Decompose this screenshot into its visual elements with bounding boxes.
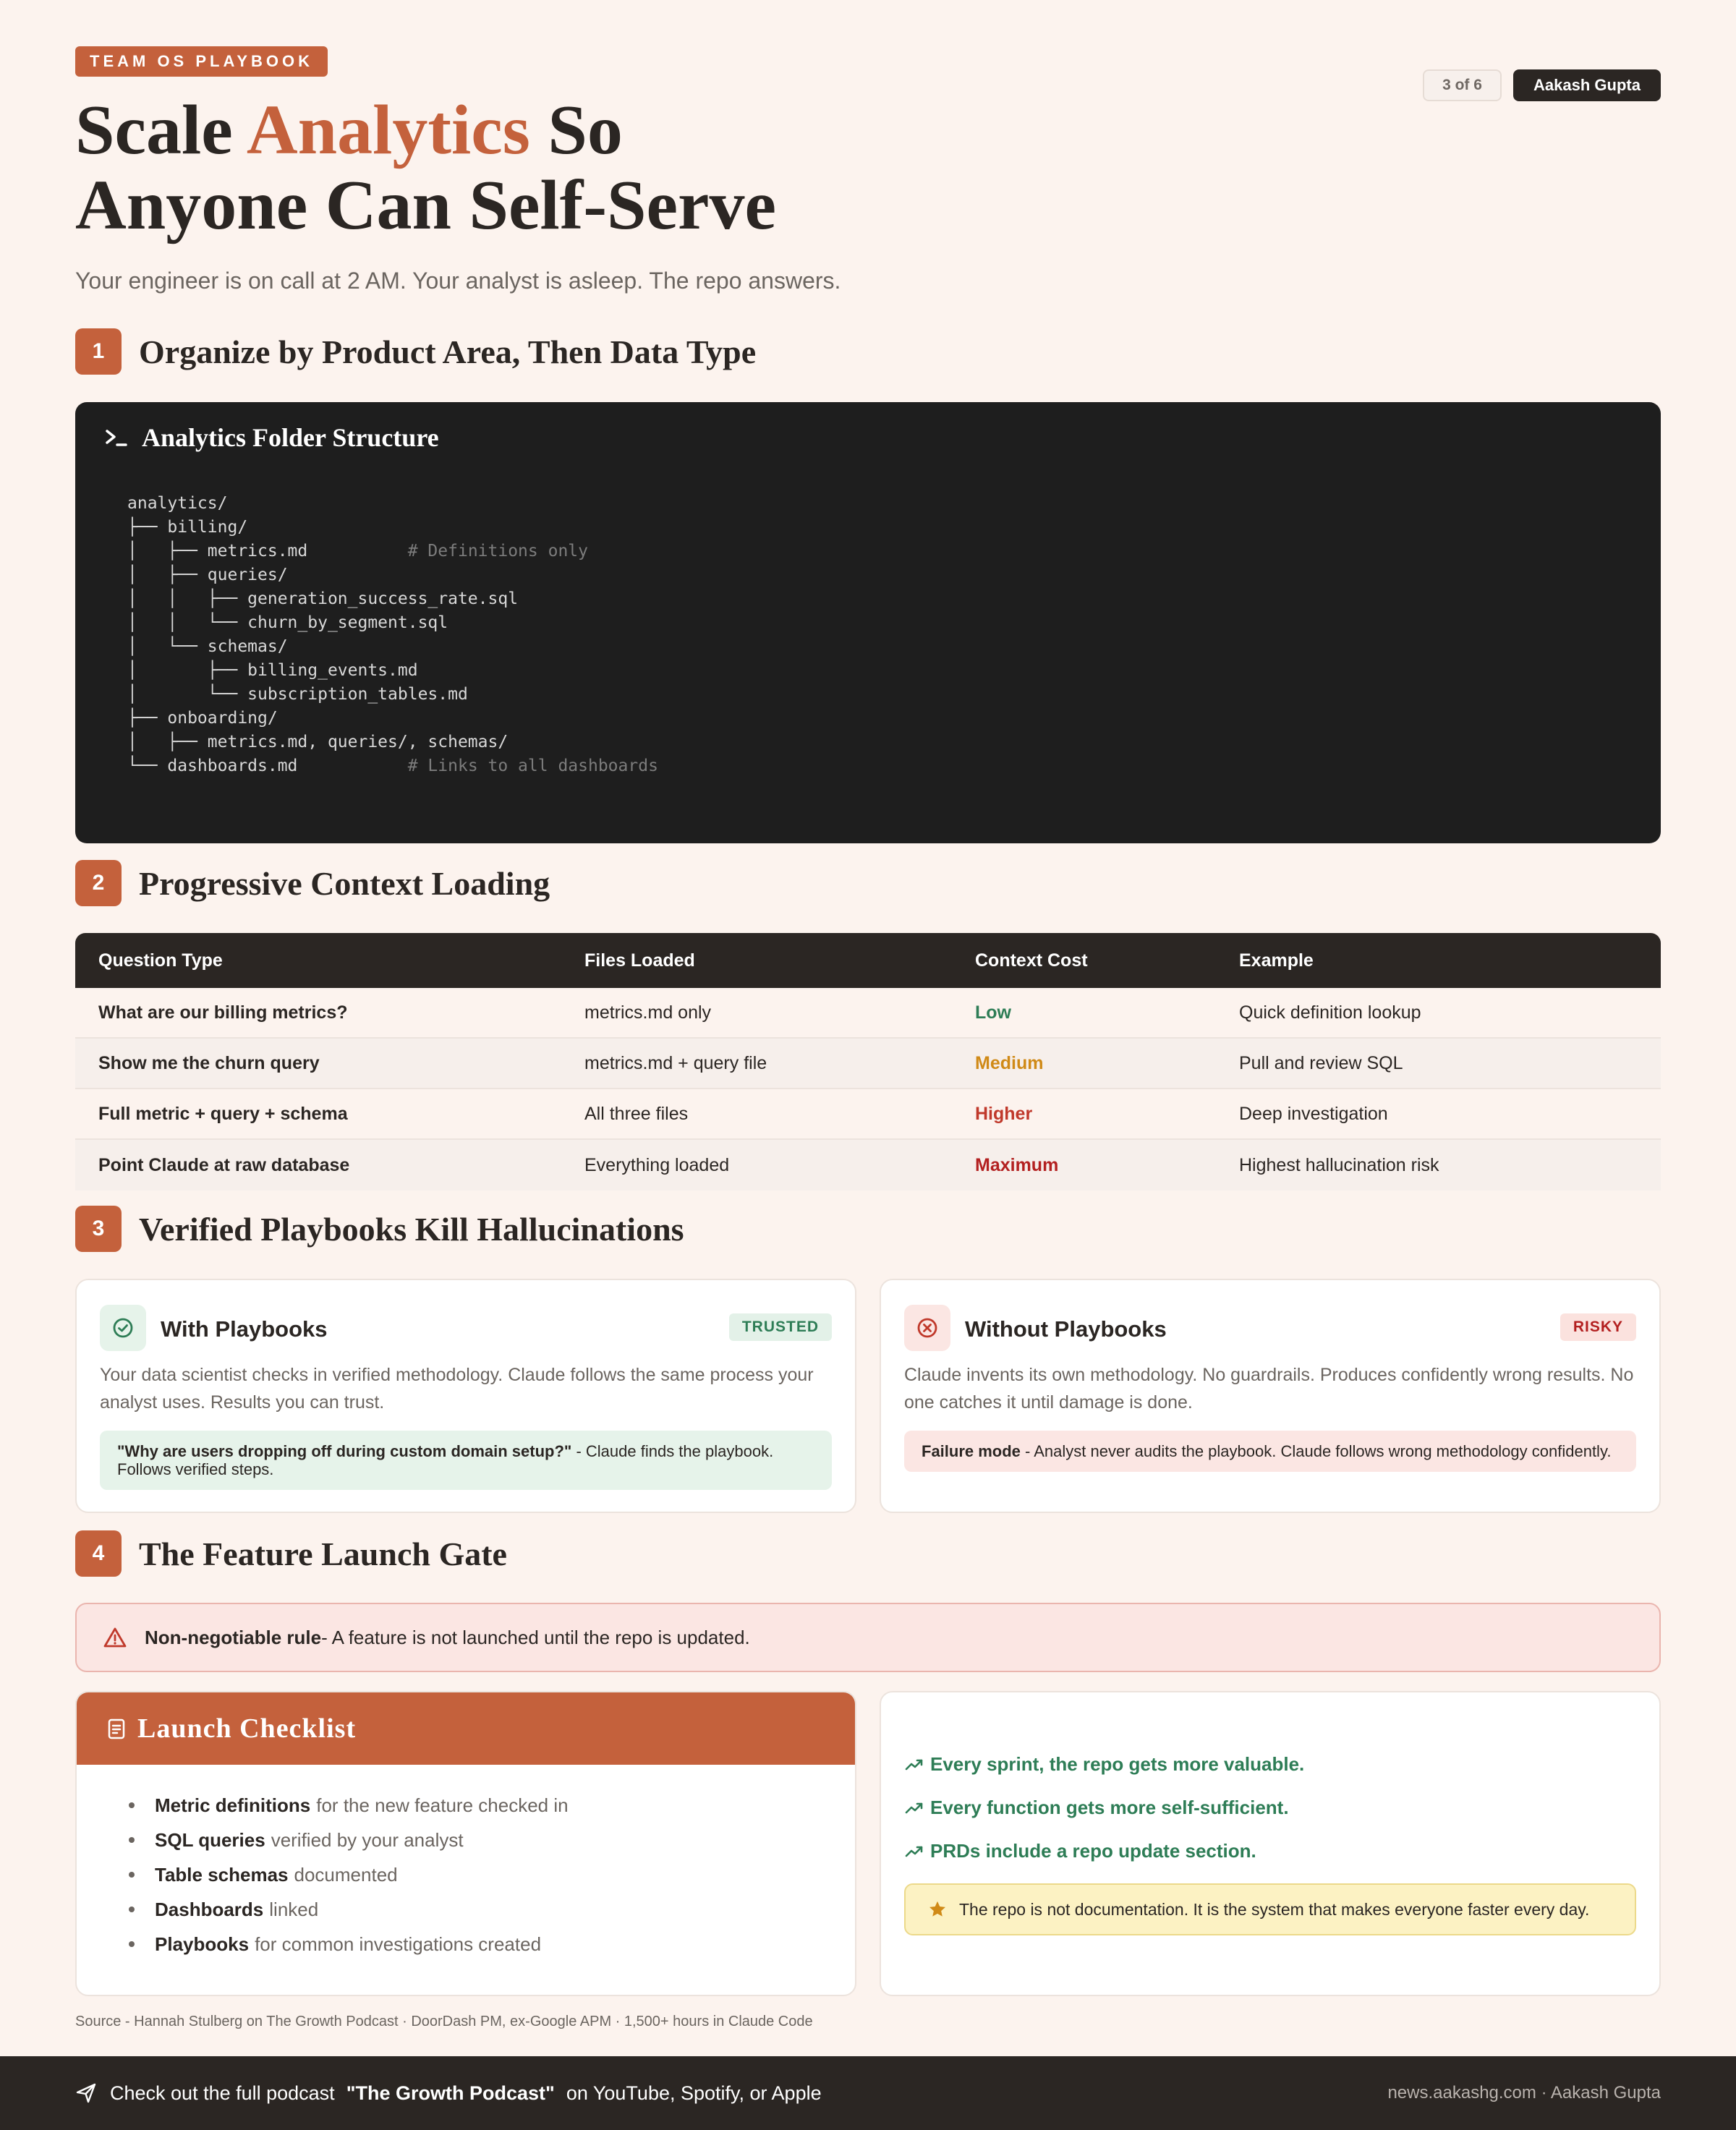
rule-bold: Non-negotiable rule: [145, 1626, 322, 1648]
code-text: ├── onboarding/: [127, 709, 278, 728]
section-number: 1: [75, 328, 122, 375]
checklist-item: [129, 1788, 569, 1823]
section-4-header: [75, 1530, 507, 1577]
table-row: [75, 1089, 1661, 1140]
checklist-item-rest: verified by your analyst: [271, 1828, 464, 1851]
x-circle-icon: [904, 1305, 950, 1351]
code-text: │ │ └── churn_by_segment.sql: [127, 613, 448, 632]
code-text: │ ├── metrics.md, queries/, schemas/: [127, 733, 509, 751]
clipboard-icon: [106, 1717, 127, 1740]
code-text: ├── billing/: [127, 518, 248, 537]
star-icon: [927, 1899, 948, 1920]
context-loading-table: [75, 933, 1661, 1190]
benefit-text: PRDs include a repo update section.: [930, 1840, 1256, 1862]
checklist-item-rest: linked: [269, 1898, 319, 1920]
question-type-cell: Show me the churn query: [98, 1052, 320, 1073]
checklist-item-bold: Dashboards: [155, 1898, 264, 1920]
code-text: │ └── schemas/: [127, 637, 288, 656]
checklist-item-rest: for common investigations created: [255, 1933, 542, 1955]
table-header-row: [75, 933, 1661, 988]
footer-bar: [0, 2056, 1736, 2130]
title-part1: Scale: [75, 91, 247, 169]
section-2-header: [75, 860, 550, 906]
section-number: 2: [75, 860, 122, 906]
checklist-header: [77, 1692, 855, 1765]
code-line: [127, 611, 658, 635]
bullet-icon: [129, 1802, 135, 1808]
section-number: 4: [75, 1530, 122, 1577]
quote-bold: Failure mode: [922, 1442, 1021, 1460]
checklist-item-bold: SQL queries: [155, 1828, 265, 1851]
code-comment: # Links to all dashboards: [407, 757, 658, 775]
code-text: │ ├── queries/: [127, 566, 288, 584]
section-3-header: [75, 1206, 684, 1252]
benefit-line: [904, 1753, 1304, 1776]
playbook-tag: TEAM OS PLAYBOOK: [75, 46, 328, 77]
checklist-title: Launch Checklist: [137, 1713, 357, 1744]
checklist-item-bold: Metric definitions: [155, 1794, 311, 1816]
page-title: [75, 93, 776, 243]
section-title: Verified Playbooks Kill Hallucinations: [139, 1210, 684, 1248]
launch-checklist-card: [75, 1691, 856, 1996]
benefit-text: Every function gets more self-sufficient.: [930, 1797, 1289, 1818]
code-line: [127, 659, 658, 683]
column-header: Question Type: [98, 950, 223, 971]
terminal-icon: [104, 427, 129, 448]
code-text: │ │ ├── generation_success_rate.sql: [127, 589, 519, 608]
code-text: │ ├── metrics.md: [127, 542, 408, 561]
page-subtitle: Your engineer is on call at 2 AM. Your analyst is asleep. The repo answers.: [75, 268, 841, 294]
column-header: Context Cost: [975, 950, 1088, 971]
note-text: The repo is not documentation. It is the system that makes everyone faster every day.: [959, 1899, 1590, 1919]
without-playbooks-card: [880, 1279, 1661, 1513]
code-line: [127, 492, 658, 516]
trending-up-icon: [904, 1755, 924, 1775]
files-loaded-cell: Everything loaded: [584, 1154, 730, 1175]
code-block-title: Analytics Folder Structure: [142, 423, 439, 452]
code-line: [127, 683, 658, 707]
code-line: [127, 587, 658, 611]
section-title: Organize by Product Area, Then Data Type: [139, 333, 757, 370]
example-quote: [100, 1431, 832, 1490]
quote-rest: - Analyst never audits the playbook. Claude follows wrong methodology confidently.: [1020, 1442, 1612, 1460]
context-cost-cell: Medium: [975, 1052, 1044, 1073]
code-line: [127, 635, 658, 659]
quote-rest: - Claude finds the playbook. Follows verified steps.: [117, 1442, 774, 1478]
code-block-header: [104, 422, 439, 453]
table-row: [75, 1140, 1661, 1190]
code-lines: [127, 492, 658, 778]
title-part2: So: [529, 91, 623, 169]
code-text: │ └── subscription_tables.md: [127, 685, 468, 704]
example-cell: Deep investigation: [1239, 1103, 1388, 1124]
title-line2: Anyone Can Self-Serve: [75, 166, 777, 244]
with-playbooks-card: [75, 1279, 856, 1513]
checklist-item: [129, 1857, 569, 1892]
question-type-cell: Point Claude at raw database: [98, 1154, 350, 1175]
card-title: With Playbooks: [161, 1316, 328, 1342]
files-loaded-cell: metrics.md only: [584, 1002, 712, 1023]
benefit-line: [904, 1840, 1256, 1862]
checklist-item-rest: for the new feature checked in: [316, 1794, 569, 1816]
bullet-icon: [129, 1872, 135, 1878]
checklist-item-rest: documented: [294, 1863, 398, 1886]
checklist-item-bold: Playbooks: [155, 1933, 250, 1955]
checklist-items: [129, 1788, 569, 1961]
section-title: Progressive Context Loading: [139, 864, 550, 902]
code-line: [127, 754, 658, 778]
code-text: └── dashboards.md: [127, 757, 408, 775]
code-text: analytics/: [127, 494, 228, 513]
code-line: [127, 563, 658, 587]
quote-bold: "Why are users dropping off during custom domain setup?": [117, 1442, 572, 1460]
column-header: Example: [1239, 950, 1314, 971]
example-cell: Quick definition lookup: [1239, 1002, 1421, 1023]
code-line: [127, 730, 658, 754]
checklist-item: [129, 1892, 569, 1927]
title-accent: Analytics: [246, 91, 530, 169]
card-description: Your data scientist checks in verified methodology. Claude follows the same process your analyst uses. Results you can trust.: [100, 1365, 814, 1413]
checklist-item-bold: Table schemas: [155, 1863, 289, 1886]
card-description: Claude invents its own methodology. No guardrails. Produces confidently wrong results. No one catches it until damage is done.: [904, 1365, 1634, 1413]
trusted-badge: TRUSTED: [729, 1313, 832, 1341]
checklist-item: [129, 1823, 569, 1857]
author-badge: Aakash Gupta: [1513, 69, 1661, 101]
footer-cta: [75, 2082, 822, 2105]
context-cost-cell: Low: [975, 1002, 1011, 1023]
send-icon: [75, 2082, 97, 2104]
footer-site-link[interactable]: news.aakashg.com · Aakash Gupta: [1387, 2083, 1661, 2103]
context-cost-cell: Higher: [975, 1103, 1033, 1124]
folder-structure-code-block: [75, 402, 1661, 843]
warning-icon: [103, 1626, 127, 1649]
bullet-icon: [129, 1941, 135, 1947]
section-1-header: [75, 328, 756, 375]
trending-up-icon: [904, 1841, 924, 1862]
code-line: [127, 707, 658, 730]
example-cell: Highest hallucination risk: [1239, 1154, 1439, 1175]
example-cell: Pull and review SQL: [1239, 1052, 1403, 1073]
trending-up-icon: [904, 1798, 924, 1818]
section-number: 3: [75, 1206, 122, 1252]
rule-rest: - A feature is not launched until the repo is updated.: [321, 1626, 750, 1648]
code-comment: # Definitions only: [407, 542, 588, 561]
podcast-name[interactable]: "The Growth Podcast": [346, 2082, 555, 2104]
context-cost-cell: Maximum: [975, 1154, 1059, 1175]
page-indicator: 3 of 6: [1423, 69, 1502, 101]
section-title: The Feature Launch Gate: [139, 1535, 507, 1572]
code-text: │ ├── billing_events.md: [127, 661, 418, 680]
code-line: [127, 516, 658, 540]
bullet-icon: [129, 1837, 135, 1843]
files-loaded-cell: metrics.md + query file: [584, 1052, 767, 1073]
footer-lead: Check out the full podcast: [110, 2082, 335, 2104]
bullet-icon: [129, 1907, 135, 1912]
files-loaded-cell: All three files: [584, 1103, 689, 1124]
benefit-text: Every sprint, the repo gets more valuable.: [930, 1753, 1305, 1775]
checklist-item: [129, 1927, 569, 1961]
column-header: Files Loaded: [584, 950, 695, 971]
key-insight-note: [904, 1883, 1636, 1935]
table-row: [75, 1039, 1661, 1089]
benefit-line: [904, 1797, 1289, 1819]
footer-tail: on YouTube, Spotify, or Apple: [566, 2082, 822, 2104]
risky-badge: RISKY: [1560, 1313, 1636, 1341]
failure-mode-note: [904, 1431, 1636, 1472]
question-type-cell: What are our billing metrics?: [98, 1002, 348, 1023]
table-row: [75, 988, 1661, 1039]
compounding-benefits-card: [880, 1691, 1661, 1996]
card-title: Without Playbooks: [965, 1316, 1167, 1342]
source-citation: Source - Hannah Stulberg on The Growth Podcast · DoorDash PM, ex-Google APM · 1,500+ hours in Claude Code: [75, 2014, 813, 2029]
question-type-cell: Full metric + query + schema: [98, 1103, 348, 1124]
code-line: [127, 540, 658, 563]
non-negotiable-rule-banner: [75, 1603, 1661, 1672]
check-circle-icon: [100, 1305, 146, 1351]
